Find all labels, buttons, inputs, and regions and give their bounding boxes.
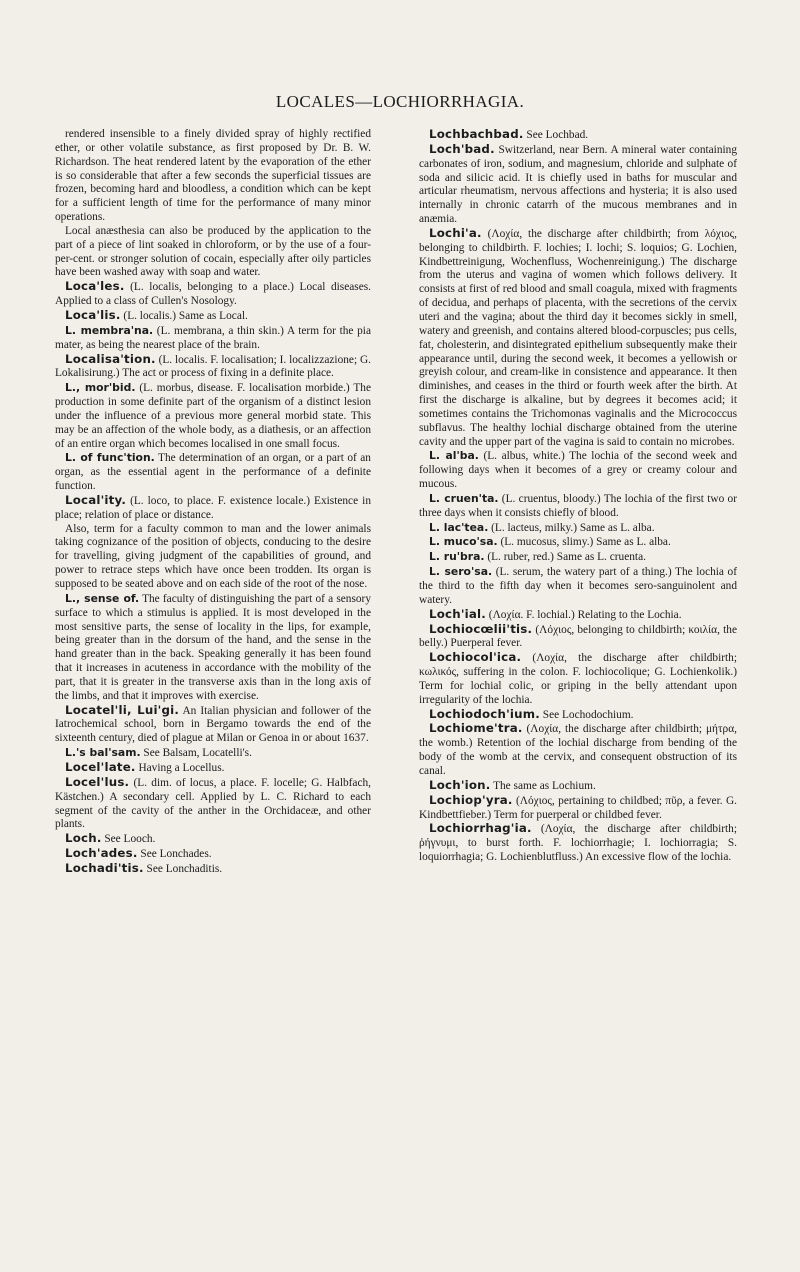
entry-text: See Looch. (101, 833, 156, 846)
headword: Lochi'a. (429, 225, 482, 240)
dictionary-entry (55, 280, 371, 309)
entry-text: Switzerland, near Bern. A mineral water containing carbonates of iron, sodium, and magnesium, chloride and sulphate of soda and silicic acid. It is chiefly used in baths for muscular and articular rheumatism, nervous affections and hysteria; it is also used internally in chronic catarrh of the mucous membranes and in anæmia. (419, 143, 737, 226)
headword: Locel'late. (65, 759, 136, 774)
entry-text: (Λόχιος, pertaining to childbed; πῦρ, a fever. G. Kindbettfieber.) Term for puerperal or childbed fever. (419, 794, 737, 821)
dictionary-entry (55, 381, 371, 451)
headword: Locel'lus. (65, 774, 130, 789)
entry-text: (L. lacteus, milky.) Same as L. alba. (488, 521, 655, 534)
dictionary-entry (55, 309, 371, 324)
headword: Lochiorrhag'ia. (429, 821, 532, 836)
subheadword: L. muco'sa. (429, 535, 498, 549)
page-header: LOCALES—LOCHIORRHAGIA. (275, 92, 525, 111)
entry-text: The same as Lochium. (490, 779, 596, 792)
entry-text: (Λόχιος, belonging to childbirth; κοιλία, the belly.) Puerperal fever. (419, 623, 737, 650)
entry-text: The determination of an organ, or a part of an organ, as the essential agent in the performance of a definite function. (55, 452, 371, 493)
dictionary-entry (419, 651, 737, 707)
entry-text: See Lonchaditis. (143, 862, 223, 875)
right-column (419, 128, 737, 865)
headword: Lochiop'yra. (429, 792, 513, 807)
subheadword: L., sense of. (65, 591, 140, 605)
entry-text: (L. loco, to place. F. existence locale.) Existence in place; relation of place or distance. (55, 494, 371, 521)
headword: Lochbachbad. (429, 127, 524, 141)
left-column (55, 128, 371, 877)
headword: Local'ity. (65, 492, 127, 507)
dictionary-entry (55, 353, 371, 382)
dictionary-entry (55, 746, 371, 761)
dictionary-entry (419, 623, 737, 652)
entry-text: (Λοχία, the discharge after childbirth; κωλικός, suffering in the colon. F. lochiocolique; G. Lochienkolik.) Term for lochial colic, or griping in the belly attendant upon irregularity of the lochia. (419, 652, 737, 706)
entry-text: (L. ruber, red.) Same as L. cruenta. (484, 551, 646, 564)
dictionary-entry (55, 324, 371, 353)
entry-text: Local anæsthesia can also be produced by the application to the part of a piece of lint soaked in chloroform, or by the use of a four-per-cent. or stronger solution of cocain, especially after oily particles have been washed away with soap and water. (55, 224, 371, 279)
dictionary-entry (55, 494, 371, 523)
dictionary-entry (55, 128, 371, 225)
dictionary-entry (419, 565, 737, 608)
headword: Loch'ades. (65, 846, 138, 861)
headword: Locatel'li, Lui'gi. (65, 702, 180, 717)
dictionary-entry (419, 143, 737, 227)
entry-text: (L. albus, white.) The lochia of the second week and following days when it becomes of a grey or creamy colour and mucous. (419, 450, 737, 491)
dictionary-entry (55, 451, 371, 494)
dictionary-entry (419, 794, 737, 823)
headword: Localisa'tion. (65, 351, 156, 366)
dictionary-entry (55, 704, 371, 747)
entry-text: Having a Locellus. (135, 761, 225, 774)
entry-text: See Lochodochium. (539, 708, 634, 721)
headword: Lochiocol'ica. (429, 650, 522, 665)
dictionary-entry (419, 521, 737, 536)
dictionary-entry (419, 779, 737, 794)
entry-text: The faculty of distinguishing the part of a sensory surface to which a stimulus is applied. It is most developed in the most sensitive parts, the sense of locality in the lips, for example, being greater than in the dorsum of the hand, and the sense in the hand greater than in the back. Speaking generally it has been found that it increases in acuteness in accordance with the mobility of the part, that it is greater in the transverse axis than in the long axis of the limbs, and that it improves with exercise. (55, 592, 371, 702)
headword: Lochiocœlii'tis. (429, 621, 533, 636)
entry-text: (L. localis. F. localisation; I. localizzazione; G. Lokalisirung.) The act or process of fixing in a definite place. (55, 353, 371, 380)
entry-text: An Italian physician and follower of the Iatrochemical school, born in Bergamo towards the end of the sixteenth century, died of plague at Milan or Genoa in or about 1637. (55, 704, 372, 745)
entry-text: See Lochbad. (523, 129, 589, 141)
dictionary-entry (55, 523, 371, 592)
subheadword: L. membra'na. (65, 323, 154, 337)
headword: Loca'les. (65, 279, 125, 294)
headword: Loch'ion. (429, 777, 491, 792)
entry-text: (Λοχία, the discharge after childbirth; from λόχιος, belonging to childbirth. F. lochies; I. lochi; S. loquios; G. Lochien, Kindbettreinigung, Wochenfluss, Wochenreinigung.) The discharge from the uterus and vagina of women which follows delivery. It consists at first of red blood and small coagula, mixed with fragments of decidua, and perhaps of placenta, with the secretions of the cervix uteri and the vagina; about the third day it becomes sickly in smell, watery and greenish, and contains altered blood-corpuscles; pus cells, fat, cholesterin, and disintegrated epithelium subsequently make their appearance until, during the second week, it becomes a yellowish or greyish colour, and cream-like in consistence and appearance. It then diminishes, and ceases in the third or fourth week after the birth. At first the discharge is alkaline, but by degrees it becomes acid; it sometimes contains the Trichomonas vaginalis and the Micrococcus subflavus. The healthy lochial discharge obtained from the uterine cavity and the upper part of the vagina is said to contain no microbes. (419, 227, 737, 448)
dictionary-entry (419, 822, 737, 865)
subheadword: L. al'ba. (429, 449, 479, 463)
headword: Loch'bad. (429, 141, 495, 156)
dictionary-entry (419, 708, 737, 723)
dictionary-entry (419, 550, 737, 565)
dictionary-entry (55, 761, 371, 776)
subheadword: L.'s bal'sam. (65, 746, 141, 760)
dictionary-entry (419, 608, 737, 623)
dictionary-entry (419, 449, 737, 492)
subheadword: L. cruen'ta. (429, 491, 499, 505)
dictionary-entry (55, 847, 371, 862)
dictionary-entry (419, 128, 737, 143)
subheadword: L. of func'tion. (65, 451, 155, 465)
dictionary-entry (55, 592, 371, 704)
entry-text: (L. membrana, a thin skin.) A term for the pia mater, as being the nearest place of the brain. (55, 324, 371, 351)
entry-text: (Λοχία, the discharge after childbirth; μήτρα, the womb.) Retention of the lochial discharge from bending of the body of the womb at the cervix, and consequent obstruction of its canal. (419, 723, 737, 777)
entry-text: (L. localis, belonging to a place.) Local diseases. Applied to a class of Cullen's Nosology. (55, 281, 371, 308)
entry-text: (Λοχία, the discharge after childbirth; ῥήγνυμι, to burst forth. F. lochiorrhagie; I. lochiorragia; S. loquiorrhagia; G. Lochienblutfluss.) An excessive flow of the lochia. (419, 823, 737, 864)
entry-text: See Balsam, Locatelli's. (140, 747, 252, 760)
subheadword: L. lac'tea. (429, 520, 489, 534)
entry-text: See Lonchades. (137, 848, 212, 861)
entry-text: (L. mucosus, slimy.) Same as L. alba. (497, 536, 671, 549)
entry-text: (L. localis.) Same as Local. (120, 309, 248, 322)
dictionary-entry (419, 227, 737, 450)
dictionary-entry (55, 776, 371, 832)
entry-text: (L. serum, the watery part of a thing.) The lochia of the third to the fifth day when it becomes sero-sanguinolent and watery. (419, 566, 737, 606)
subheadword: L. sero'sa. (429, 565, 493, 579)
entry-text: (L. cruentus, bloody.) The lochia of the first two or three days when it consists chiefly of blood. (419, 492, 738, 519)
entry-text: (L. dim. of locus, a place. F. locelle; G. Halbfach, Kästchen.) A secondary cell. Applied by L. C. Richard to each segment of the cavity of the anther in the Orchidaceæ, and other plants. (55, 776, 371, 831)
headword: Lochadi'tis. (65, 860, 144, 875)
entry-text: (L. morbus, disease. F. localisation morbide.) The production in some definite part of the organism of a distinct lesion under the influence of a previous more general morbid state. This may be an affection of the whole body, as a diathesis, or an affection of an entire organ which becomes localised in one small focus. (55, 382, 371, 450)
entry-text: (Λοχία. F. lochial.) Relating to the Lochia. (485, 608, 682, 621)
dictionary-entry (419, 722, 737, 778)
entry-text: rendered insensible to a finely divided spray of highly rectified ether, or other volatile substance, as first proposed by Dr. B. W. Richardson. The heat rendered latent by the evaporation of the ether is so considerable that after a few seconds the superficial tissues are frozen, becoming hard and bloodless, a condition which can be kept for a sufficient length of time for the performance of many minor operations. (55, 128, 371, 224)
dictionary-entry (419, 492, 737, 521)
headword: Lochiome'tra. (429, 721, 523, 736)
dictionary-entry (419, 535, 737, 550)
headword: Loch. (65, 831, 102, 846)
subheadword: L., mor'bid. (65, 381, 136, 395)
dictionary-entry (55, 225, 371, 280)
entry-text: Also, term for a faculty common to man and the lower animals taking cognizance of the position of objects, conducing to the desire for travelling, giving judgment of the capabilities of ground, and power to retrace steps which have once been trodden. Its organ is supposed to be seated above and on each side of the root of the nose. (55, 522, 371, 590)
subheadword: L. ru'bra. (429, 550, 485, 564)
headword: Loca'lis. (65, 307, 121, 322)
dictionary-entry (55, 832, 371, 847)
headword: Loch'ial. (429, 606, 486, 621)
headword: Lochiodoch'ium. (429, 706, 540, 721)
dictionary-entry (55, 862, 371, 877)
